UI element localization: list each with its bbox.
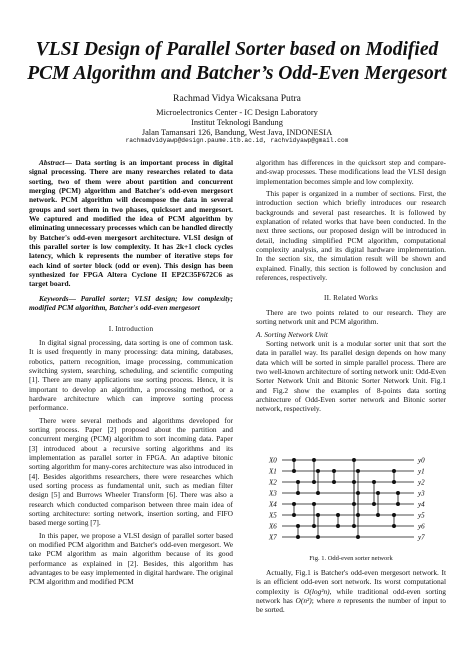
keywords [29,294,233,313]
comparator-node-15-0 [376,491,379,494]
right-paragraph-1: algorithm has differences in the quicksort step and compare-and-swap processes. These modifications lead the VLSI design implementation becomes simple and low complexity. [256,158,446,186]
comparator-node-8-0 [332,469,335,472]
right-final-paragraph [256,568,446,615]
comparator-node-14-1 [372,502,375,505]
output-label-3: y3 [418,489,425,498]
affiliation-line-2: Institut Teknologi Bandung [191,118,283,127]
output-label-2: y2 [418,478,425,487]
odd-even-sorter-network-figure [268,454,434,546]
complexity-text-1: Actually, Fig.1 is Batcher's odd-even mergesort network. It is an efficient odd-even sort network. Its worst computational complexity is [256,568,446,596]
comparator-node-4-0 [312,458,315,461]
comparator-node-13-1 [356,535,359,538]
comparator-node-2-1 [292,513,295,516]
intro-paragraph-2: There were several methods and algorithms developed for sorting process. Paper [2] proposed about the partition and concurrent merging (PCM) algorithm to sort incoming data. Paper [3] introduced about a recursive sorting algorithms and its implementation as parallel sorter in FPGA. An adaptive bitonic sorting algorithm for many-cores architecture was also introduced in [4]. Besides algorithms researchers, there were researches which used sorting process as fundamental unit, such as median filter design [5] and Burrows Wheeler Transform [6]. There was also a research which conducted comparison between three main idea of sorting architecture: sorting network, insertion sorting, and FIFO based merge sorting [7]. [29,415,233,528]
figure-caption: Fig. 1. Odd-even sorter network [309,555,393,562]
output-label-1: y1 [418,467,425,476]
comparator-node-2-0 [292,502,295,505]
complexity-paragraph [256,568,446,615]
comparator-node-10-0 [352,458,355,461]
intro-paragraph-3: In this paper, we propose a VLSI design of parallel sorter based on modified PCM algorithm and Batcher's odd-even mergesort. We take PCM algorithm as main algorithm because of its good performance as explained in [2]. Besides, this algorithm has advantages to be easy implemented in digital hardware. The original PCM algorithm and modified PCM [29,530,233,587]
complexity-var-n: n [337,596,341,606]
input-label-3: X3 [269,489,277,498]
comparator-node-11-0 [356,469,359,472]
comparator-node-16-1 [392,480,395,483]
comparator-node-16-0 [392,469,395,472]
comparator-node-4-1 [312,480,315,483]
comparator-node-6-0 [312,502,315,505]
comparator-node-17-1 [396,502,399,505]
sorting-network-paragraph: Sorting network unit is a modular sorter unit that sort the data in parallel way. Its parallel design depends on how many data which will be sorted in simple parallel process. There are two well-known architecture of sorting network unit: Odd-Even Sorter Network Unit and Bitonic Sorter Network Unit. Fig.1 and Fig.2 show the examples of 8-points data sorting architecture of Odd-Even sorter network and Bitonic sorter network, respectively. [256,338,446,414]
right-paragraph-2: This paper is organized in a number of sections. First, the introduction section which briefly introduces our research backgrounds and several past researches. It is followed by explanation of related works that have been conducted. In the next three sections, our proposed design will be introduced in detail, including simplified PCM algorithm, computational complexity analysis, and its digital hardware implementation. In the section six, the simulation result will be shown and explained. Finally, this section is followed by conclusion and references, respectively. [256,189,446,283]
comparator-node-3-0 [296,524,299,527]
complexity-text-4: represents the number of input to be sorted. [256,596,446,615]
title-line-1: VLSI Design of Parallel Sorter based on Modified [35,39,439,60]
output-label-6: y6 [418,522,425,531]
related-works-paragraph: There are two points related to our research. They are sorting network unit and PCM algorithm. [256,307,446,327]
paper-title [20,38,454,86]
author-name: Rachmad Vidya Wicaksana Putra [173,93,301,104]
complexity-expr-n2: O(n²) [295,596,312,606]
comparator-node-1-1 [296,491,299,494]
comparator-node-12-0 [352,480,355,483]
comparator-node-18-0 [392,513,395,516]
output-label-7: y7 [418,533,425,542]
keywords-label: Keywords— [39,293,76,303]
input-label-7: X7 [269,533,277,542]
comparator-node-0-1 [292,469,295,472]
affiliation-line-1: Microelectronics Center - IC Design Laboratory [156,108,318,117]
section-heading-related-works: II. Related Works [324,294,378,303]
input-label-5: X5 [269,511,277,520]
comparator-node-9-1 [336,524,339,527]
title-line-2: PCM Algorithm and Batcher’s Odd-Even Mergesort [27,63,447,84]
input-label-0: X0 [269,456,277,465]
output-label-5: y5 [418,511,425,520]
input-label-2: X2 [269,478,277,487]
comparator-node-8-1 [332,480,335,483]
left-column [29,158,233,587]
comparator-node-5-0 [316,469,319,472]
comparator-node-13-0 [356,491,359,494]
complexity-text-3: ; where [311,596,338,606]
comparator-node-17-0 [396,491,399,494]
comparator-node-6-1 [312,524,315,527]
output-label-4: y4 [418,500,425,509]
comparator-node-7-0 [316,513,319,516]
comparator-node-12-1 [352,524,355,527]
comparator-node-14-0 [372,480,375,483]
comparator-node-1-0 [296,480,299,483]
intro-paragraph-1: In digital signal processing, data sorting is one of common task. It is used frequently in many processing: data mining, databases, robotics, pattern recognition, image processing, communication switching system, searching, scheduling, and scientific computing [1]. There are many applications use sorting process. Hence, it is important to develop an algorithm, a processing method, or a hardware architecture which can improve sorting process performance. [29,337,233,413]
output-label-0: y0 [418,456,425,465]
comparator-node-5-1 [316,491,319,494]
comparator-node-0-0 [292,458,295,461]
abstract-label: Abstract— [39,158,72,167]
section-heading-introduction: I. Introduction [108,324,154,333]
author-emails: rachmadvidyawp@design.paume.itb.ac.id, rachvidyawp@gmail.com [125,137,349,144]
input-label-6: X6 [269,522,277,531]
comparator-node-7-1 [316,535,319,538]
abstract [29,158,233,289]
input-label-4: X4 [269,500,277,509]
complexity-text-2: , while traditional odd-even sorting network has [256,586,446,606]
input-label-1: X1 [269,467,277,476]
comparator-node-18-1 [392,524,395,527]
keywords-text: Parallel sorter; VLSI design; low complexity; modified PCM algorithm, Batcher's odd-even mergesort [29,293,233,313]
comparator-node-15-1 [376,513,379,516]
comparator-node-3-1 [296,535,299,538]
subsection-heading-sorting-network: A. Sorting Network Unit [256,329,328,339]
complexity-expr-log: O(log²n) [304,586,330,596]
abstract-text: Data sorting is an important process in digital signal processing. There are many researches related to data sorting, two of them were about partition and concurrent merging (PCM) algorithm and Batcher's odd-even mergesort network. PCM algorithm will decompose the data in several groups and sort them in two phases, quicksort and mergesort. We captured and modified the idea of PCM algorithm by eliminating unnecessary processes which can be handled directly by Batcher's odd-even mergesort architecture. VLSI design of this parallel sorter is low complexity. It has 2k+1 clock cycles latency, which k represents the number of iterative steps for each kind of sorter block (odd or even). This design has been synthesized for FPGA Altera Cyclone II EP2C35F672C6 as target board. [29,158,233,289]
affiliation-line-3: Jalan Tamansari 126, Bandung, West Java, INDONESIA [141,128,333,137]
comparator-node-9-0 [336,513,339,516]
right-column [256,158,446,414]
